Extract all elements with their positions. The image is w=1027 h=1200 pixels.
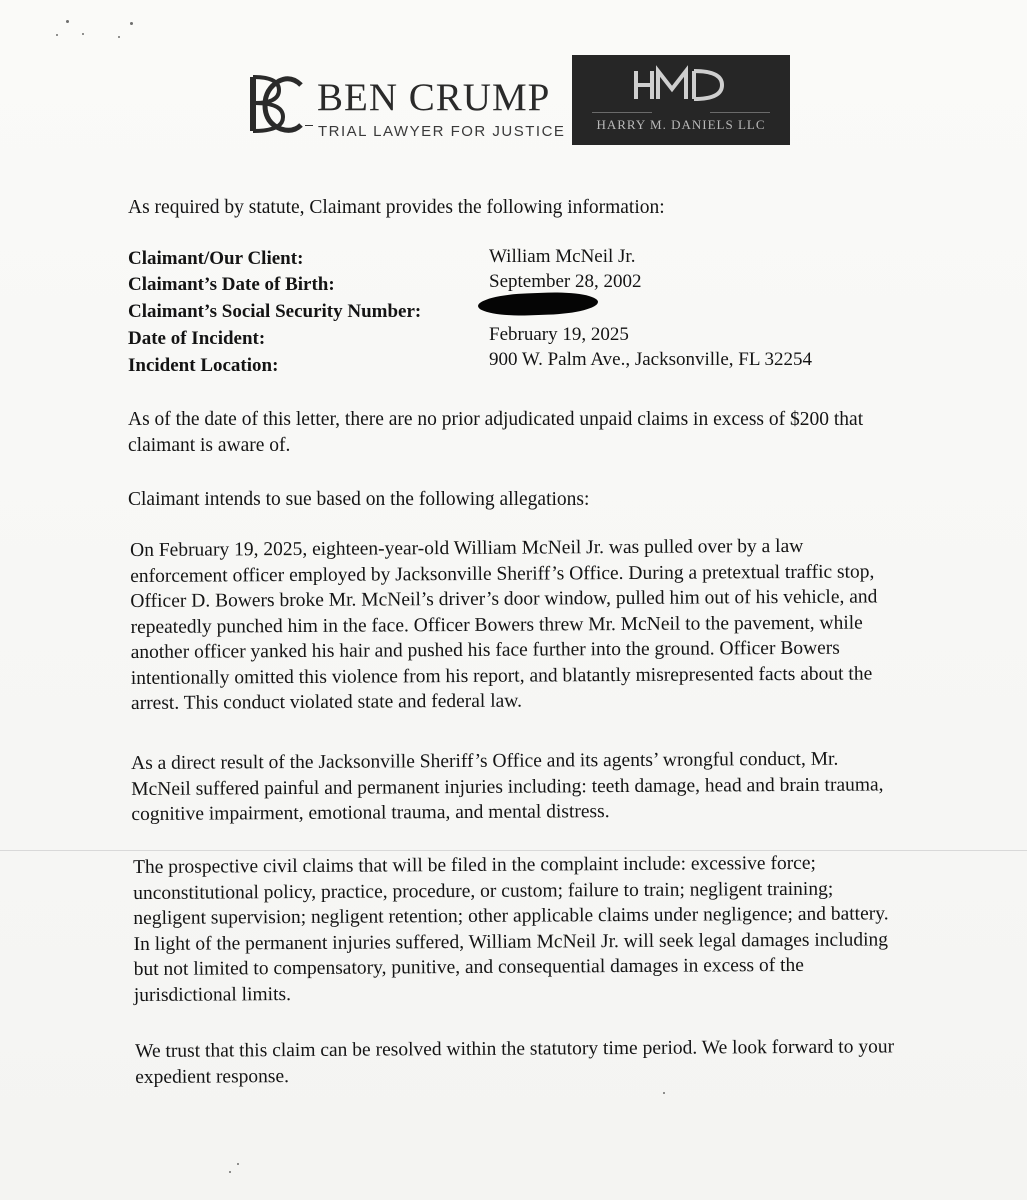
paragraph-line: The prospective civil claims that will be filed in the complaint include: excessive force; <box>133 852 816 878</box>
scan-speck <box>118 36 120 38</box>
ssn-label: Claimant’s Social Security Number: <box>128 301 422 322</box>
paragraph-line: cognitive impairment, emotional trauma, and mental distress. <box>131 801 610 825</box>
claimant-name-value: William McNeil Jr. <box>489 246 636 267</box>
paragraph-line: claimant is aware of. <box>128 434 291 456</box>
incident-location-value: 900 W. Palm Ave., Jacksonville, FL 32254 <box>489 349 812 370</box>
closing-paragraph <box>135 1034 894 1090</box>
incident-date-value: February 19, 2025 <box>489 324 629 345</box>
hmd-monogram-logo <box>630 65 730 105</box>
paragraph-line: As a direct result of the Jacksonville Sheriff’s Office and its agents’ wrongful conduct, Mr. <box>131 748 839 774</box>
ben-crump-tagline: TRIAL LAWYER FOR JUSTICE <box>318 123 566 140</box>
letterhead-divider <box>305 125 313 126</box>
harry-daniels-logo-box <box>572 55 790 145</box>
harry-daniels-firm-name: HARRY M. DANIELS LLC <box>596 117 766 132</box>
ben-crump-monogram-logo <box>245 73 305 135</box>
paragraph-line: We trust that this claim can be resolved within the statutory time period. We look forward to your <box>135 1036 895 1062</box>
paragraph-line: another officer yanked his hair and pushed his face further into the ground. Officer Bowers <box>130 637 840 663</box>
injuries-paragraph <box>131 746 884 827</box>
paragraph-line: enforcement officer employed by Jacksonville Sheriff’s Office. During a pretextual traffic stop, <box>130 560 875 587</box>
paragraph-line: Claimant intends to sue based on the following allegations: <box>128 489 590 510</box>
scan-speck <box>237 1163 239 1165</box>
paragraph-line: On February 19, 2025, eighteen-year-old William McNeil Jr. was pulled over by a law <box>130 535 804 561</box>
paragraph-line: intentionally omitted this violence from his report, and blatantly misrepresented facts about the <box>130 662 873 689</box>
hmd-decorative-line <box>592 112 652 113</box>
incident-location-label: Incident Location: <box>128 355 279 376</box>
dob-label: Claimant’s Date of Birth: <box>128 274 335 295</box>
dob-value: September 28, 2002 <box>489 271 642 292</box>
ben-crump-firm-name: BEN CRUMP <box>317 76 551 119</box>
intro-statement: As required by statute, Claimant provides the following information: <box>128 197 665 218</box>
scan-speck <box>229 1171 231 1173</box>
paragraph-line: In light of the permanent injuries suffered, William McNeil Jr. will seek legal damages including <box>133 928 889 955</box>
paragraph-line: negligent supervision; negligent retention; other applicable claims under negligence; and battery. <box>133 903 889 929</box>
scan-speck <box>663 1092 665 1094</box>
paragraph-line: repeatedly punched him in the face. Officer Bowers threw Mr. McNeil to the pavement, while <box>130 612 863 638</box>
paragraph-line: unconstitutional policy, practice, procedure, or custom; failure to train; negligent training; <box>133 878 834 904</box>
paragraph-line: arrest. This conduct violated state and federal law. <box>130 690 523 714</box>
allegations-paragraph <box>130 533 878 716</box>
paragraph-line: expedient response. <box>135 1065 290 1088</box>
scan-speck <box>66 20 69 23</box>
intent-paragraph <box>128 487 589 513</box>
paragraph-line: As of the date of this letter, there are no prior adjudicated unpaid claims in excess of $200 that <box>128 409 864 430</box>
scan-speck <box>82 33 84 35</box>
incident-date-label: Date of Incident: <box>128 328 266 349</box>
prior-claims-paragraph <box>128 407 863 458</box>
paragraph-line: Officer D. Bowers broke Mr. McNeil’s driver’s door window, pulled him out of his vehicle, and <box>130 586 878 612</box>
scan-speck <box>56 34 58 36</box>
claimant-label: Claimant/Our Client: <box>128 248 304 269</box>
paragraph-line: but not limited to compensatory, punitive, and consequential damages in excess of the <box>133 954 805 980</box>
ssn-redaction-mark <box>478 291 599 317</box>
scan-speck <box>130 22 133 25</box>
paragraph-line: jurisdictional limits. <box>133 983 291 1006</box>
hmd-decorative-line <box>710 112 770 113</box>
paragraph-line: McNeil suffered painful and permanent injuries including: teeth damage, head and brain trauma, <box>131 773 884 800</box>
letterhead <box>245 55 795 150</box>
claims-paragraph <box>133 850 889 1008</box>
